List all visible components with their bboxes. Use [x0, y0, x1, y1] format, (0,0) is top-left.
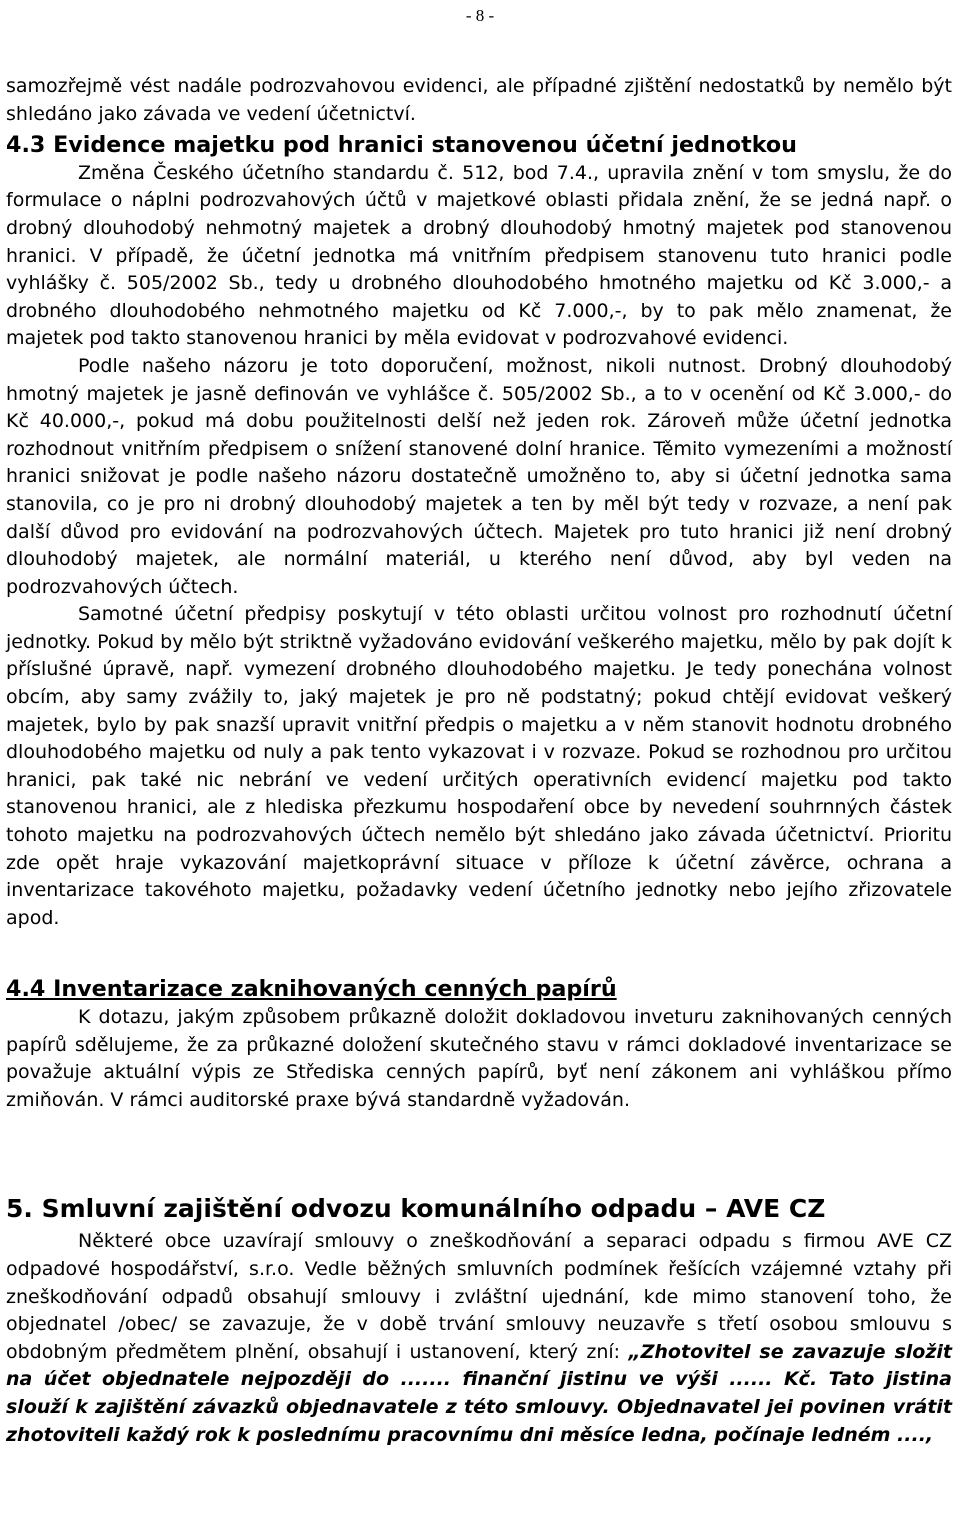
section-4-3-paragraph-2: Podle našeho názoru je toto doporučení, možnost, nikoli nutnost. Drobný dlouhodobý hmotný majetek je jasně definován ve vyhlášce č. 505/2002 Sb., a to v ocenění od Kč 3.000,- do Kč 40.000,-, pokud má dobu použitelnosti delší než jeden rok. Zároveň může účetní jednotka rozhodnout vnitřním předpisem o snížení stanovené dolní hranice. Těmito vymezeními a možností hranici snižovat je podle našeho názoru dostatečně umožněno to, aby si účetní jednotka sama stanovila, co je pro ni drobný dlouhodobý majetek a ten by měl být tedy v rozvaze, a není pak další důvod pro evidování na podrozvahových účtech. Majetek pro tuto hranici již není drobný dlouhodobý majetek, ale normální materiál, u kterého není důvod, aby byl veden na podrozvahových účtech. — [6, 354, 952, 598]
document-body — [6, 73, 952, 1449]
section-4-3-heading: 4.3 Evidence majetku pod hranici stanovenou účetní jednotkou — [6, 132, 797, 159]
section-5-paragraph — [6, 1228, 952, 1449]
section-5-text: Některé obce uzavírají smlouvy o zneškodňování a separaci odpadu s firmou AVE CZ odpadové hospodářství, s.r.o. Vedle běžných smluvních podmínek řešících vzájemné vztahy při zneškodňování odpadů obsahují smlouvy i zvláštní ujednání, kde mimo stanovení toho, že objednatel /obec/ se zavazuje, že v době trvání smlouvy neuzavře s třetí osobou smlouvu s obdobným předmětem plnění, obsahují i ustanovení, který zní: — [6, 1230, 952, 1363]
section-4-3-paragraph-1: Změna Českého účetního standardu č. 512, bod 7.4., upravila znění v tom smyslu, že do formulace o náplni podrozvahových účtů v majetkové oblasti přidala znění, že se jedná např. o drobný dlouhodobý nehmotný majetek a drobný dlouhodobý hmotný majetek pod stanovenou hranici. V případě, že účetní jednotka má vnitřním předpisem stanovenu tuto hranici podle vyhlášky č. 505/2002 Sb., tedy u drobného dlouhodobého hmotného majetku od Kč 3.000,- a drobného dlouhodobého nehmotného majetku od Kč 7.000,-, by to pak mělo znamenat, že majetek pod takto stanovenou hranici by měla evidovat v podrozvahové evidenci. — [6, 161, 952, 350]
section-5-heading: 5. Smluvní zajištění odvozu komunálního odpadu – AVE CZ — [6, 1194, 826, 1224]
section-4-4-heading: 4.4 Inventarizace zaknihovaných cenných papírů — [6, 976, 617, 1003]
intro-paragraph: samozřejmě vést nadále podrozvahovou evidenci, ale případné zjištění nedostatků by nemělo být shledáno jako závada ve vedení účetnictví. — [6, 75, 952, 125]
section-4-3-paragraph-3: Samotné účetní předpisy poskytují v této oblasti určitou volnost pro rozhodnutí účetní jednotky. Pokud by mělo být striktně vyžadováno evidování veškerého majetku, mělo by pak dojít k příslušné úpravě, např. vymezení drobného dlouhodobého majetku. Je tedy ponechána volnost obcím, aby samy zvážily to, jaký majetek je pro ně podstatný; pokud chtějí evidovat veškerý majetek, bylo by pak snazší upravit vnitřní předpis o majetku a v něm stanovit hodnotu drobného dlouhodobého majetku od nuly a pak tento vykazovat i v rozvaze. Pokud se rozhodnou pro určitou hranici, pak také nic nebrání ve vedení určitých operativních evidencí majetku pod takto stanovenou hranici, ale z hlediska přezkumu hospodaření obce by nevedení souhrnných částek tohoto majetku na podrozvahových účtech nemělo být shledáno jako závada účetnictví. Prioritu zde opět hraje vykazování majetkoprávní situace v příloze k účetní závěrce, ochrana a inventarizace takovéhoto majetku, požadavky vedení účetního jednotky nebo jejího zřizovatele apod. — [6, 603, 952, 929]
page-number: - 8 - — [465, 6, 495, 25]
section-5-quote: „Zhotovitel se zavazuje složit na účet objednatele nejpozději do ....... finanční jistinu ve výši ...... Kč. Tato jistina slouží k zajištění závazků objednavatele z této smlouvy. Objednavatel jei povinen vrátit zhotoviteli každý rok k poslednímu pracovnímu dni měsíce ledna, počínaje ledném ...., — [6, 1340, 953, 1446]
section-4-4-paragraph: K dotazu, jakým způsobem průkazně doložit dokladovou inveturu zaknihovaných cenných papírů sdělujeme, že za průkazné doložení skutečného stavu v rámci dokladové inventarizace se považuje aktuální výpis ze Střediska cenných papírů, byť není zákonem ani vyhláškou přímo zmiňován. V rámci auditorské praxe bývá standardně vyžadován. — [6, 1006, 952, 1111]
